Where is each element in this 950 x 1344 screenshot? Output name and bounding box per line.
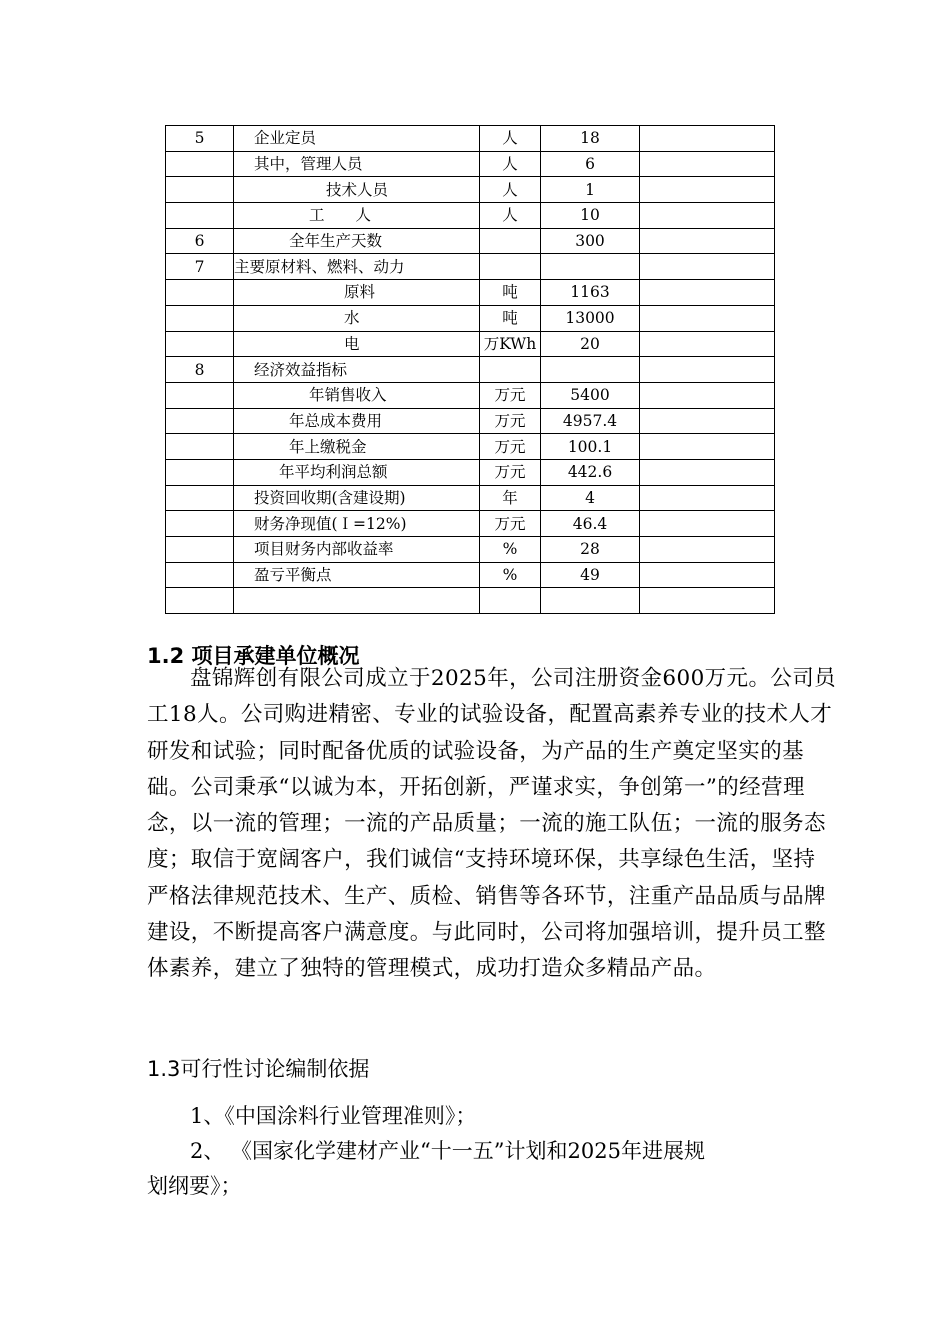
row-number-cell — [166, 382, 234, 408]
unit-cell: 吨 — [480, 305, 541, 331]
item-name-cell: 项目财务内部收益率 — [234, 537, 480, 563]
unit-cell: 人 — [480, 203, 541, 229]
row-number-cell — [166, 305, 234, 331]
row-number-cell — [166, 537, 234, 563]
basis-item-1: 1、《中国涂料行业管理准则》； — [190, 1104, 477, 1128]
table-row — [166, 331, 775, 357]
row-number-cell — [166, 562, 234, 588]
value-cell: 49 — [541, 562, 640, 588]
row-number-cell: 7 — [166, 254, 234, 280]
value-cell: 442.6 — [541, 459, 640, 485]
remark-cell — [640, 485, 775, 511]
row-number-cell — [166, 408, 234, 434]
value-cell: 1163 — [541, 280, 640, 306]
item-name-cell: 全年生产天数 — [234, 228, 480, 254]
remark-cell — [640, 562, 775, 588]
table-row — [166, 254, 775, 280]
value-cell: 28 — [541, 537, 640, 563]
value-cell: 100.1 — [541, 434, 640, 460]
value-cell: 6 — [541, 151, 640, 177]
section-1-2-paragraph: 盘锦辉创有限公司成立于2025年，公司注册资金600万元。公司员工18人。公司购进精密、专业的试验设备，配置高素养专业的技术人才研发和试验；同时配备优质的试验设备，为产品的生产奠定坚实的基础。公司秉承“以诚为本，开拓创新，严谨求实，争创第一”的经营理念，以一流的管理；一流的产品质量；一流的施工队伍；一流的服务态度；取信于宽阔客户，我们诚信“支持环境环保，共享绿色生活，坚持严格法律规范技术、生产、质检、销售等各环节，注重产品品质与品牌建设，不断提高客户满意度。与此同时，公司将加强培训，提升员工整体素养，建立了独特的管理模式，成功打造众多精品产品。 — [147, 666, 837, 982]
value-cell — [541, 254, 640, 280]
table-row — [166, 537, 775, 563]
remark-cell — [640, 588, 775, 614]
unit-cell: 人 — [480, 177, 541, 203]
unit-cell: 万元 — [480, 434, 541, 460]
remark-cell — [640, 537, 775, 563]
value-cell — [541, 588, 640, 614]
basis-item-2-line-2: 划纲要》； — [147, 1174, 242, 1198]
value-cell: 18 — [541, 126, 640, 152]
row-number-cell: 8 — [166, 357, 234, 383]
remark-cell — [640, 511, 775, 537]
row-number-cell — [166, 434, 234, 460]
row-number-cell — [166, 459, 234, 485]
item-name-cell: 投资回收期(含建设期) — [234, 485, 480, 511]
value-cell: 1 — [541, 177, 640, 203]
remark-cell — [640, 228, 775, 254]
item-name-cell: 盈亏平衡点 — [234, 562, 480, 588]
unit-cell — [480, 254, 541, 280]
basis-item-2-line-1: 2、 《国家化学建材产业“十一五”计划和2025年进展规 — [190, 1139, 705, 1163]
item-name-cell — [234, 588, 480, 614]
section-1-2-heading: 1.2 项目承建单位概况 — [147, 644, 360, 668]
table-row — [166, 357, 775, 383]
table-row — [166, 203, 775, 229]
indicator-table — [165, 125, 775, 614]
unit-cell: 万元 — [480, 382, 541, 408]
unit-cell: % — [480, 562, 541, 588]
item-name-cell: 经济效益指标 — [234, 357, 480, 383]
table-row — [166, 434, 775, 460]
row-number-cell — [166, 280, 234, 306]
unit-cell — [480, 357, 541, 383]
item-name-cell: 年上缴税金 — [234, 434, 480, 460]
row-number-cell — [166, 177, 234, 203]
value-cell: 20 — [541, 331, 640, 357]
remark-cell — [640, 382, 775, 408]
row-number-cell — [166, 203, 234, 229]
remark-cell — [640, 280, 775, 306]
item-name-cell: 其中，管理人员 — [234, 151, 480, 177]
value-cell: 4 — [541, 485, 640, 511]
row-number-cell — [166, 485, 234, 511]
remark-cell — [640, 151, 775, 177]
unit-cell — [480, 228, 541, 254]
value-cell — [541, 357, 640, 383]
table-row — [166, 459, 775, 485]
remark-cell — [640, 331, 775, 357]
item-name-cell: 年总成本费用 — [234, 408, 480, 434]
item-name-cell: 水 — [234, 305, 480, 331]
table-row — [166, 562, 775, 588]
unit-cell: % — [480, 537, 541, 563]
table-row — [166, 511, 775, 537]
table-row — [166, 126, 775, 152]
value-cell: 13000 — [541, 305, 640, 331]
item-name-cell: 工 人 — [234, 203, 480, 229]
table-row — [166, 408, 775, 434]
unit-cell: 人 — [480, 126, 541, 152]
remark-cell — [640, 254, 775, 280]
table-row — [166, 151, 775, 177]
table-row — [166, 305, 775, 331]
section-1-3-heading: 1.3可行性讨论编制依据 — [147, 1057, 370, 1081]
unit-cell: 万元 — [480, 511, 541, 537]
table-row — [166, 228, 775, 254]
table-row — [166, 588, 775, 614]
table-row — [166, 382, 775, 408]
unit-cell: 吨 — [480, 280, 541, 306]
table-row — [166, 280, 775, 306]
row-number-cell: 6 — [166, 228, 234, 254]
unit-cell: 年 — [480, 485, 541, 511]
row-number-cell — [166, 511, 234, 537]
remark-cell — [640, 408, 775, 434]
remark-cell — [640, 305, 775, 331]
remark-cell — [640, 203, 775, 229]
row-number-cell — [166, 151, 234, 177]
item-name-cell: 技术人员 — [234, 177, 480, 203]
unit-cell: 人 — [480, 151, 541, 177]
remark-cell — [640, 459, 775, 485]
remark-cell — [640, 126, 775, 152]
unit-cell: 万KWh — [480, 331, 541, 357]
value-cell: 300 — [541, 228, 640, 254]
unit-cell: 万元 — [480, 408, 541, 434]
item-name-cell: 年销售收入 — [234, 382, 480, 408]
table-row — [166, 485, 775, 511]
item-name-cell: 主要原材料、燃料、动力 — [234, 254, 480, 280]
value-cell: 5400 — [541, 382, 640, 408]
item-name-cell: 财务净现值(Ｉ=12%) — [234, 511, 480, 537]
item-name-cell: 原料 — [234, 280, 480, 306]
value-cell: 10 — [541, 203, 640, 229]
unit-cell — [480, 588, 541, 614]
value-cell: 46.4 — [541, 511, 640, 537]
item-name-cell: 年平均利润总额 — [234, 459, 480, 485]
remark-cell — [640, 357, 775, 383]
item-name-cell: 电 — [234, 331, 480, 357]
row-number-cell: 5 — [166, 126, 234, 152]
row-number-cell — [166, 588, 234, 614]
unit-cell: 万元 — [480, 459, 541, 485]
value-cell: 4957.4 — [541, 408, 640, 434]
row-number-cell — [166, 331, 234, 357]
table-row — [166, 177, 775, 203]
remark-cell — [640, 434, 775, 460]
item-name-cell: 企业定员 — [234, 126, 480, 152]
remark-cell — [640, 177, 775, 203]
